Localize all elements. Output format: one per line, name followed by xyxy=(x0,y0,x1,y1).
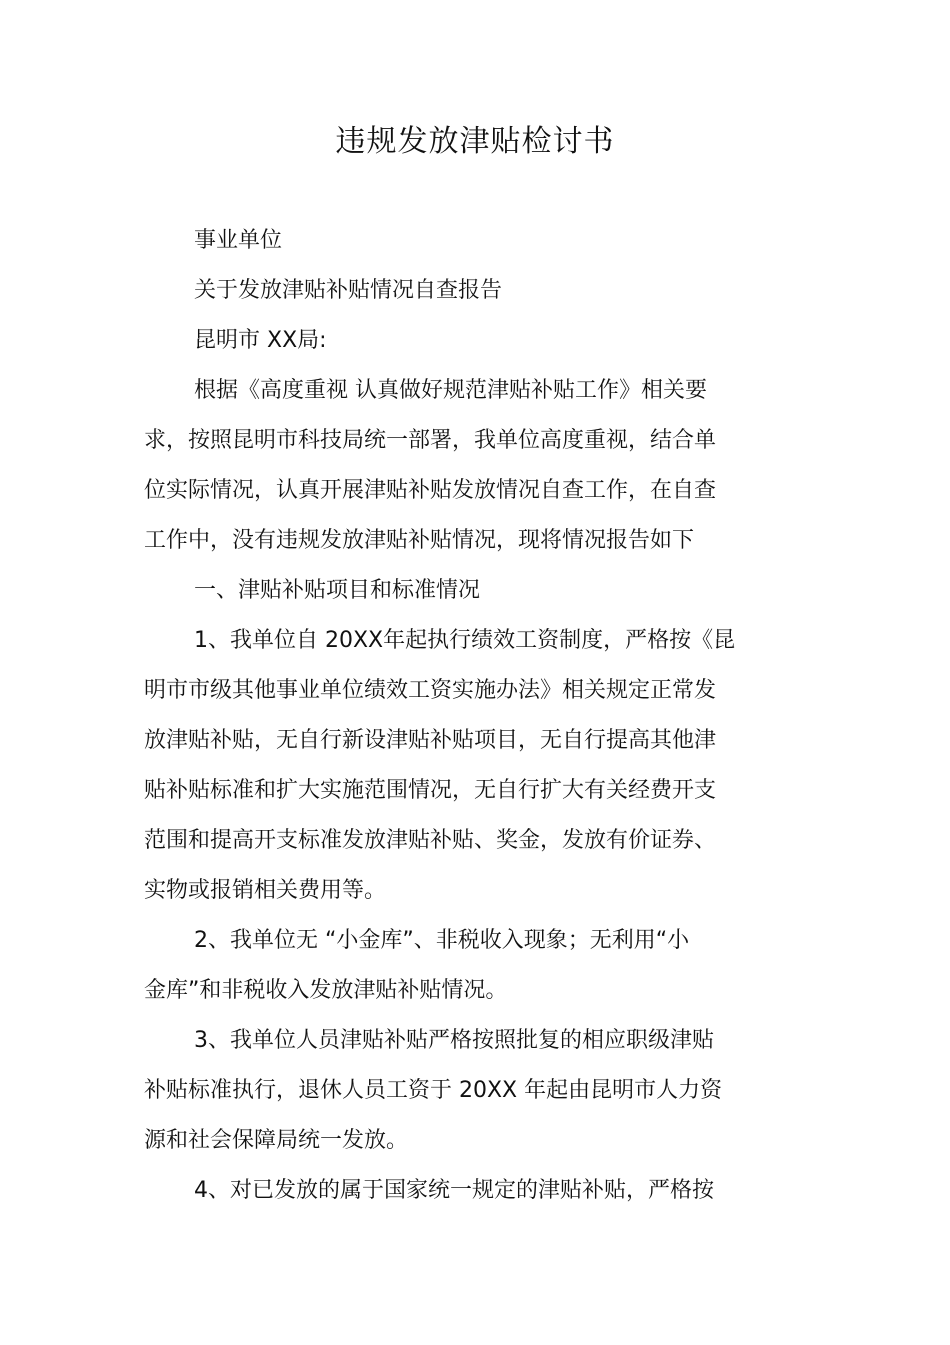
paragraph-line: 金库”和非税收入发放津贴补贴情况。 xyxy=(144,978,508,1003)
paragraph-line: 1、我单位自 20XX年起执行绩效工资制度，严格按《昆 xyxy=(194,628,736,653)
section-heading: 一、津贴补贴项目和标准情况 xyxy=(194,578,481,603)
paragraph-line: 位实际情况，认真开展津贴补贴发放情况自查工作，在自查 xyxy=(144,478,717,503)
paragraph-line: 根据《高度重视 认真做好规范津贴补贴工作》相关要 xyxy=(194,378,707,403)
paragraph-line: 范围和提高开支标准发放津贴补贴、奖金，发放有价证券、 xyxy=(144,828,717,853)
paragraph-line: 补贴标准执行，退休人员工资于 20XX 年起由昆明市人力资 xyxy=(144,1078,723,1103)
paragraph-line: 工作中，没有违规发放津贴补贴情况，现将情况报告如下 xyxy=(144,528,695,553)
paragraph-line: 实物或报销相关费用等。 xyxy=(144,878,387,903)
paragraph-line: 贴补贴标准和扩大实施范围情况，无自行扩大有关经费开支 xyxy=(144,778,717,803)
paragraph-line: 求，按照昆明市科技局统一部署，我单位高度重视，结合单 xyxy=(144,428,717,453)
paragraph-line: 明市市级其他事业单位绩效工资实施办法》相关规定正常发 xyxy=(144,678,717,703)
paragraph-line: 3、我单位人员津贴补贴严格按照批复的相应职级津贴 xyxy=(194,1028,714,1053)
paragraph-line: 2、我单位无 “小金库”、非税收入现象；无利用“小 xyxy=(194,928,690,953)
paragraph-line: 源和社会保障局统一发放。 xyxy=(144,1128,409,1153)
document-title: 违规发放津贴检讨书 xyxy=(335,124,615,159)
paragraph-line: 4、对已发放的属于国家统一规定的津贴补贴，严格按 xyxy=(194,1178,714,1203)
paragraph-line: 放津贴补贴，无自行新设津贴补贴项目，无自行提高其他津 xyxy=(144,728,717,753)
addressee-line: 昆明市 XX局: xyxy=(194,328,327,353)
unit-heading-line: 事业单位 xyxy=(194,228,283,253)
report-subject-line: 关于发放津贴补贴情况自查报告 xyxy=(194,278,503,303)
